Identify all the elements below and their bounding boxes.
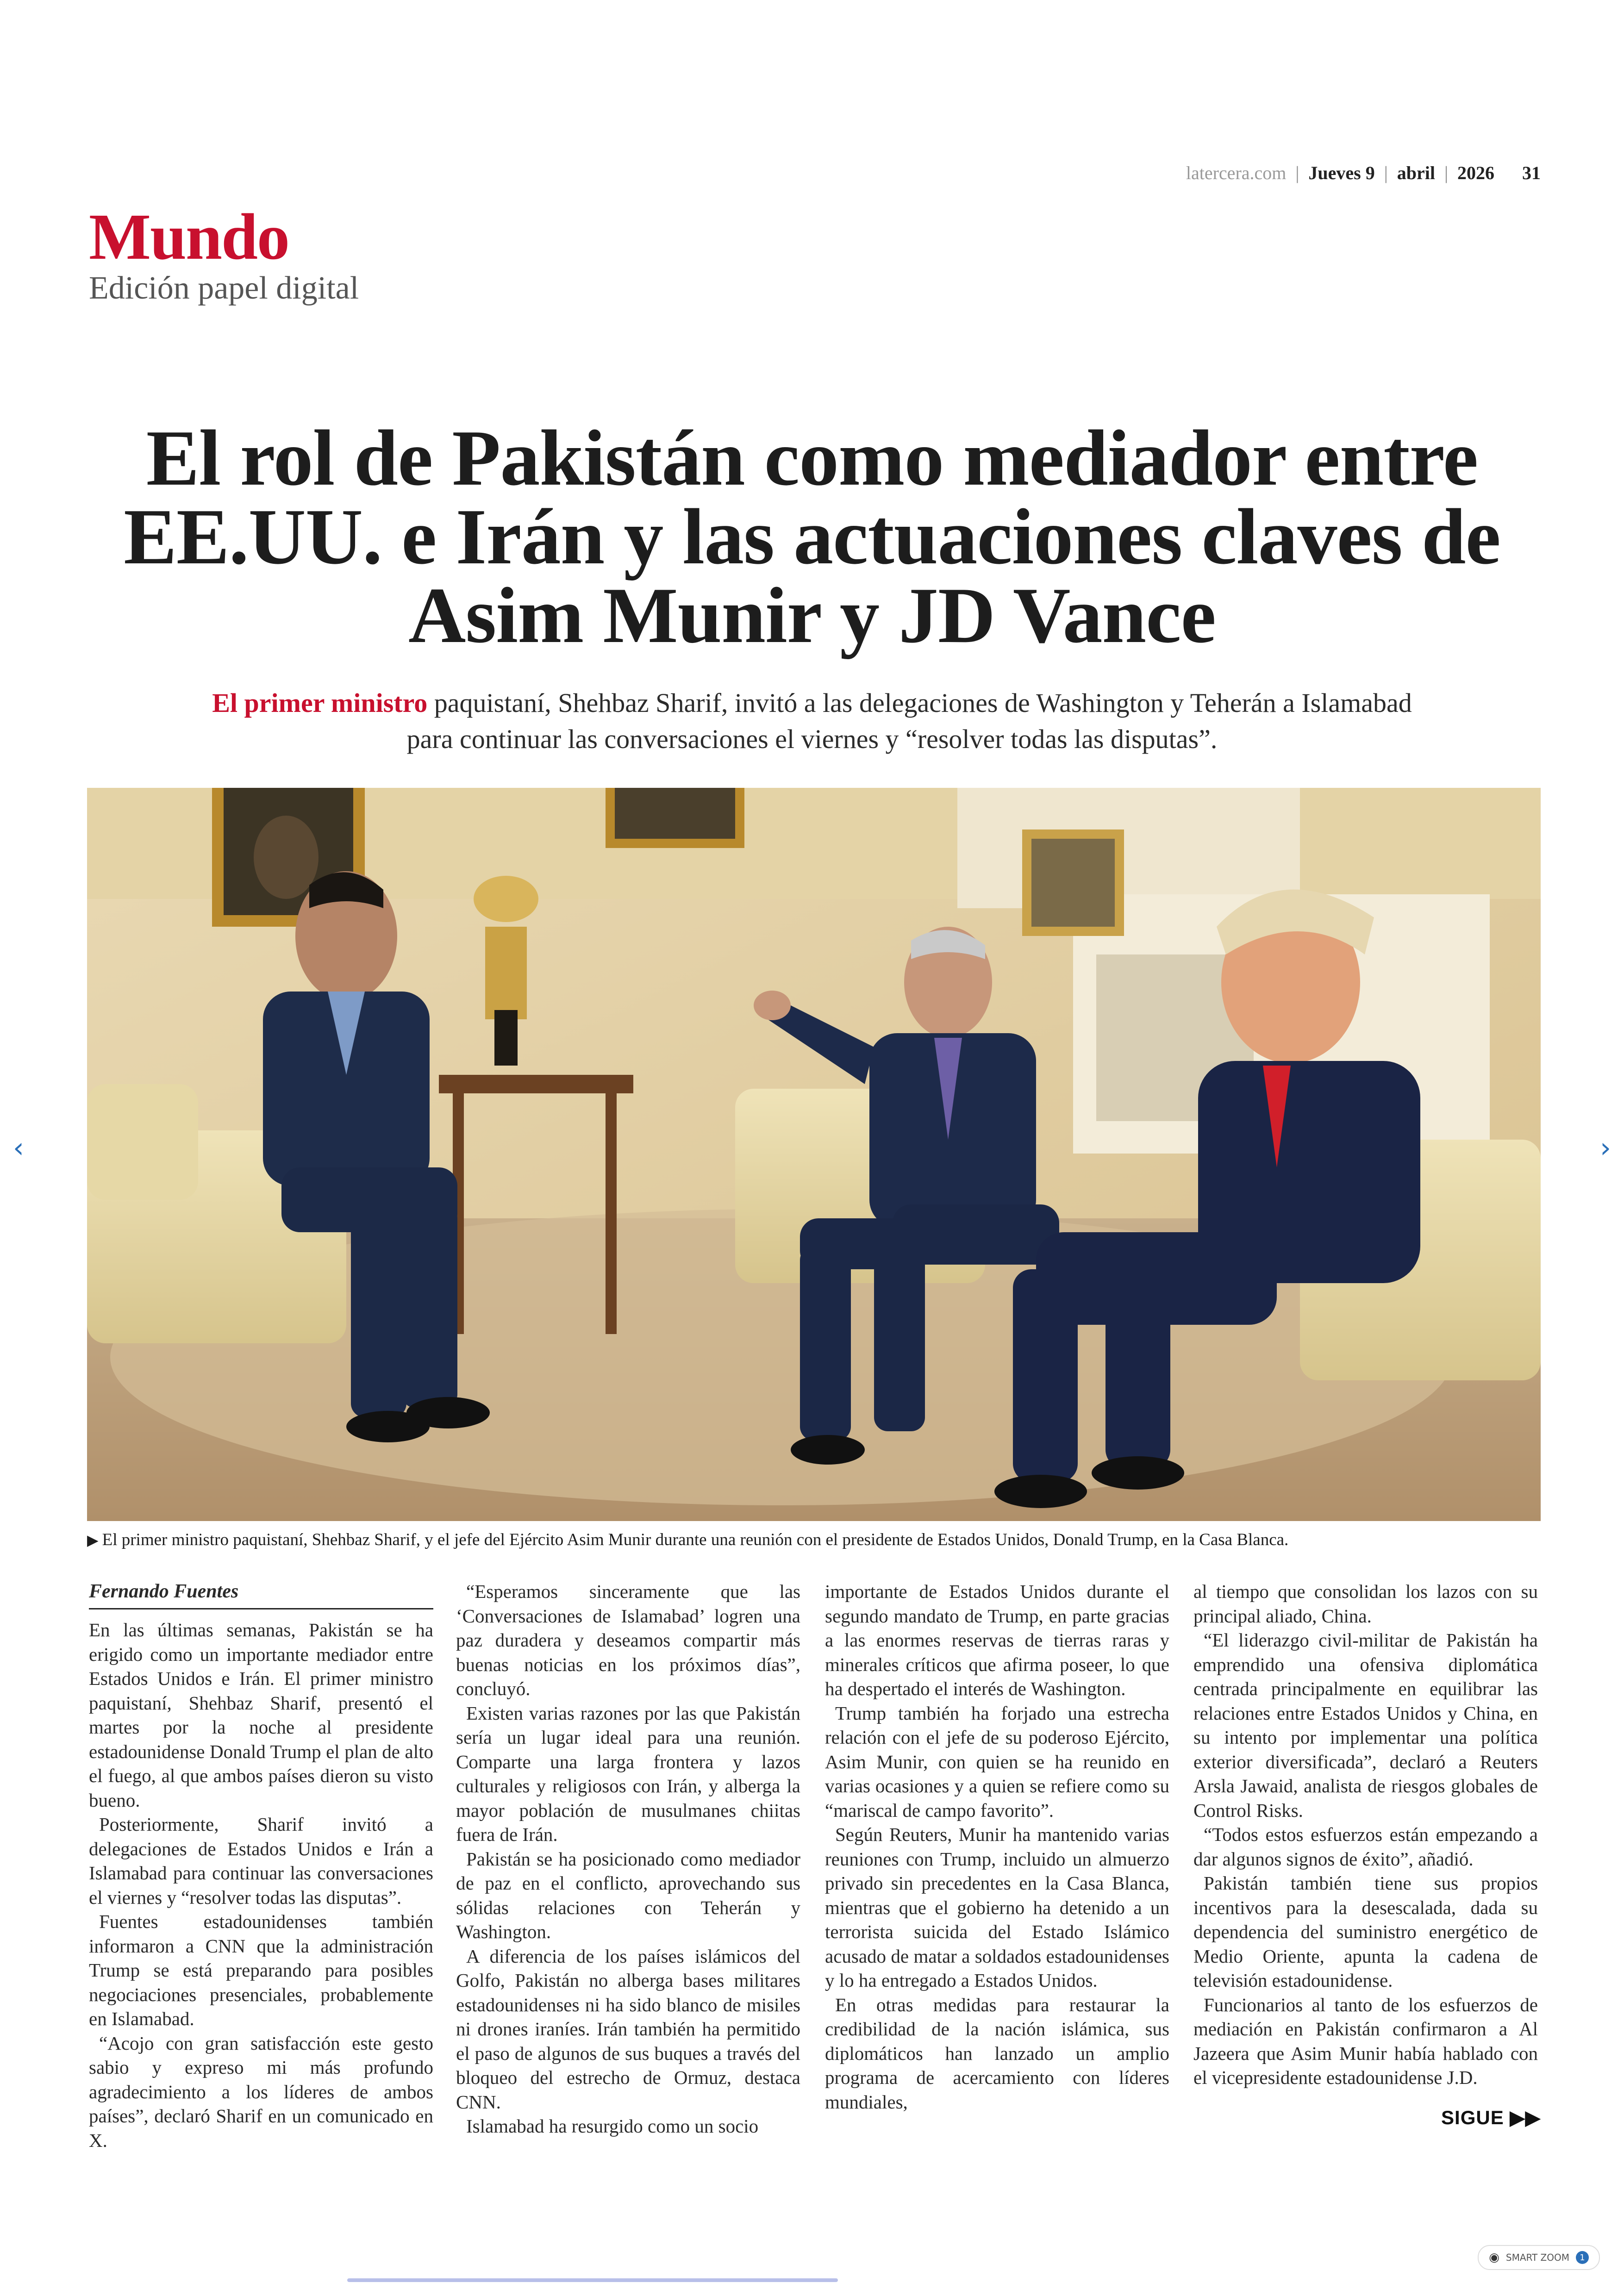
chevron-left-icon: ‹ bbox=[13, 1132, 24, 1164]
paragraph: Posteriormente, Sharif invitó a delegaciones de Estados Unidos e Irán a Islamabad para continuar las conversaciones el viernes y “resolver todas las disputas”. bbox=[89, 1814, 433, 1908]
paragraph: “Acojo con gran satisfacción este gesto sabio y expreso mi más profundo agradecimiento a los líderes de ambos países”, declaró Sharif en un comunicado en X. bbox=[89, 2032, 433, 2151]
paragraph: Existen varias razones por las que Pakistán sería un lugar ideal para una reunión. Comparte una larga frontera y lazos culturales y religiosos con Irán, y alberga la mayor población de musulmanes chiitas fuera de Irán. bbox=[456, 1702, 800, 1845]
site-name: latercera.com bbox=[1186, 162, 1287, 183]
paragraph: “Esperamos sinceramente que las ‘Conversaciones de Islamabad’ logren una paz duradera y deseamos compartir más buenas noticias en los próximos días”, concluyó. bbox=[456, 1581, 800, 1699]
paragraph: “Todos estos esfuerzos están empezando a dar algunos signos de éxito”, añadió. bbox=[1193, 1824, 1538, 1870]
deck-text: paquistaní, Shehbaz Sharif, invitó a las delegaciones de Washington y Teherán a Islamabad para continuar las conversaciones el viernes y “resolver todas las disputas”. bbox=[406, 688, 1412, 754]
paragraph: En otras medidas para restaurar la credibilidad de la nación islámica, sus diplomáticos han lanzado un amplio programa de acercamiento con líderes mundiales, bbox=[825, 1994, 1169, 2113]
section-title: Mundo bbox=[89, 200, 289, 273]
article-column-2 bbox=[456, 1579, 800, 2139]
photo-caption bbox=[87, 1530, 1541, 1550]
article-column-4 bbox=[1193, 1579, 1538, 2090]
paragraph: Según Reuters, Munir ha mantenido varias reuniones con Trump, incluido un almuerzo privado sin precedentes en la Casa Blanca, mientras que el gobierno ha detenido a un terrorista suicida del Estado Islámico acusado de matar a soldados estadounidenses y lo ha entregado a Estados Unidos. bbox=[825, 1824, 1169, 1991]
paragraph: Fuentes estadounidenses también informaron a CNN que la administración Trump se está preparando para posibles negociaciones presenciales, probablemente en Islamabad. bbox=[89, 1911, 433, 2029]
reading-progress-bar bbox=[347, 2278, 838, 2282]
prev-page-button[interactable] bbox=[5, 1129, 32, 1166]
paragraph: importante de Estados Unidos durante el segundo mandato de Trump, en parte gracias a las enormes reservas de tierras raras y minerales críticos que afirma poseer, lo que ha despertado el interés de Washington. bbox=[825, 1581, 1169, 1699]
article-photo bbox=[87, 788, 1541, 1521]
divider: | bbox=[1295, 162, 1299, 183]
paragraph: “El liderazgo civil-militar de Pakistán ha emprendido una ofensiva diplomática centrada principalmente en equilibrar las relaciones entre Estados Unidos y China, en su intento por implementar una política exterior diversificada”, declaró a Reuters Arsla Jawaid, analista de riesgos globales de Control Risks. bbox=[1193, 1629, 1538, 1821]
next-page-button[interactable] bbox=[1592, 1129, 1619, 1166]
paragraph: A diferencia de los países islámicos del Golfo, Pakistán no alberga bases militares estadounidenses ni ha sido blanco de misiles ni drones iraníes. Irán también ha permitido el paso de algunos de sus buques a través del bloqueo del estrecho de Ormuz, destaca CNN. bbox=[456, 1945, 800, 2113]
caption-text: El primer ministro paquistaní, Shehbaz Sharif, y el jefe del Ejército Asim Munir durante una reunión con el presidente de Estados Unidos, Donald Trump, en la Casa Blanca. bbox=[102, 1530, 1289, 1549]
divider: | bbox=[1444, 162, 1448, 183]
page-folio bbox=[1186, 162, 1541, 184]
chevron-right-icon: › bbox=[1600, 1132, 1611, 1164]
smart-zoom-button[interactable] bbox=[1478, 2245, 1600, 2270]
deck-lead: El primer ministro bbox=[212, 688, 428, 718]
article-deck bbox=[194, 685, 1430, 757]
article-headline: El rol de Pakistán como mediador entre EE.UU. e Irán y las actuaciones claves de Asim Munir y JD Vance bbox=[124, 414, 1500, 660]
smart-zoom-badge: 1 bbox=[1576, 2251, 1589, 2264]
caption-marker-icon: ▶ bbox=[87, 1532, 99, 1548]
page-number: 31 bbox=[1522, 162, 1541, 183]
date-weekday: Jueves 9 bbox=[1308, 162, 1375, 183]
paragraph: Pakistán también tiene sus propios incentivos para la desescalada, dada su dependencia del suministro energético de Medio Oriente, apunta la cadena de televisión estadounidense. bbox=[1193, 1872, 1538, 1991]
paragraph: Funcionarios al tanto de los esfuerzos de mediación en Pakistán confirmaron a Al Jazeera que Asim Munir había hablado con el vicepresidente estadounidense J.D. bbox=[1193, 1994, 1538, 2088]
paragraph: En las últimas semanas, Pakistán se ha erigido como un importante mediador entre Estados Unidos e Irán. El primer ministro paquistaní, Shehbaz Sharif, presentó el martes por la noche al presidente estadounidense Donald Trump el plan de alto el fuego, al que ambos países dieron su visto bueno. bbox=[89, 1619, 433, 1811]
byline: Fernando Fuentes bbox=[89, 1579, 433, 1609]
paragraph: Islamabad ha resurgido como un socio bbox=[466, 2115, 759, 2137]
article-column-3 bbox=[825, 1579, 1169, 2114]
date-year: 2026 bbox=[1457, 162, 1494, 183]
smart-zoom-label: SMART ZOOM bbox=[1505, 2252, 1569, 2263]
eye-icon: ◉ bbox=[1489, 2251, 1499, 2264]
paragraph: Trump también ha forjado una estrecha relación con el jefe de su poderoso Ejército, Asim Munir, con quien se ha reunido en varias ocasiones y a quien se refiere como su “mariscal de campo favorito”. bbox=[825, 1702, 1169, 1821]
date-month: abril bbox=[1397, 162, 1435, 183]
divider: | bbox=[1384, 162, 1388, 183]
edition-label: Edición papel digital bbox=[89, 270, 359, 306]
paragraph: al tiempo que consolidan los lazos con su principal aliado, China. bbox=[1193, 1581, 1538, 1627]
paragraph: Pakistán se ha posicionado como mediador de paz en el conflicto, aprovechando sus sólidas relaciones con Teherán y Washington. bbox=[456, 1848, 800, 1942]
continue-link[interactable]: SIGUE ▶▶ bbox=[1441, 2107, 1541, 2128]
article-column-1 bbox=[89, 1579, 433, 2152]
